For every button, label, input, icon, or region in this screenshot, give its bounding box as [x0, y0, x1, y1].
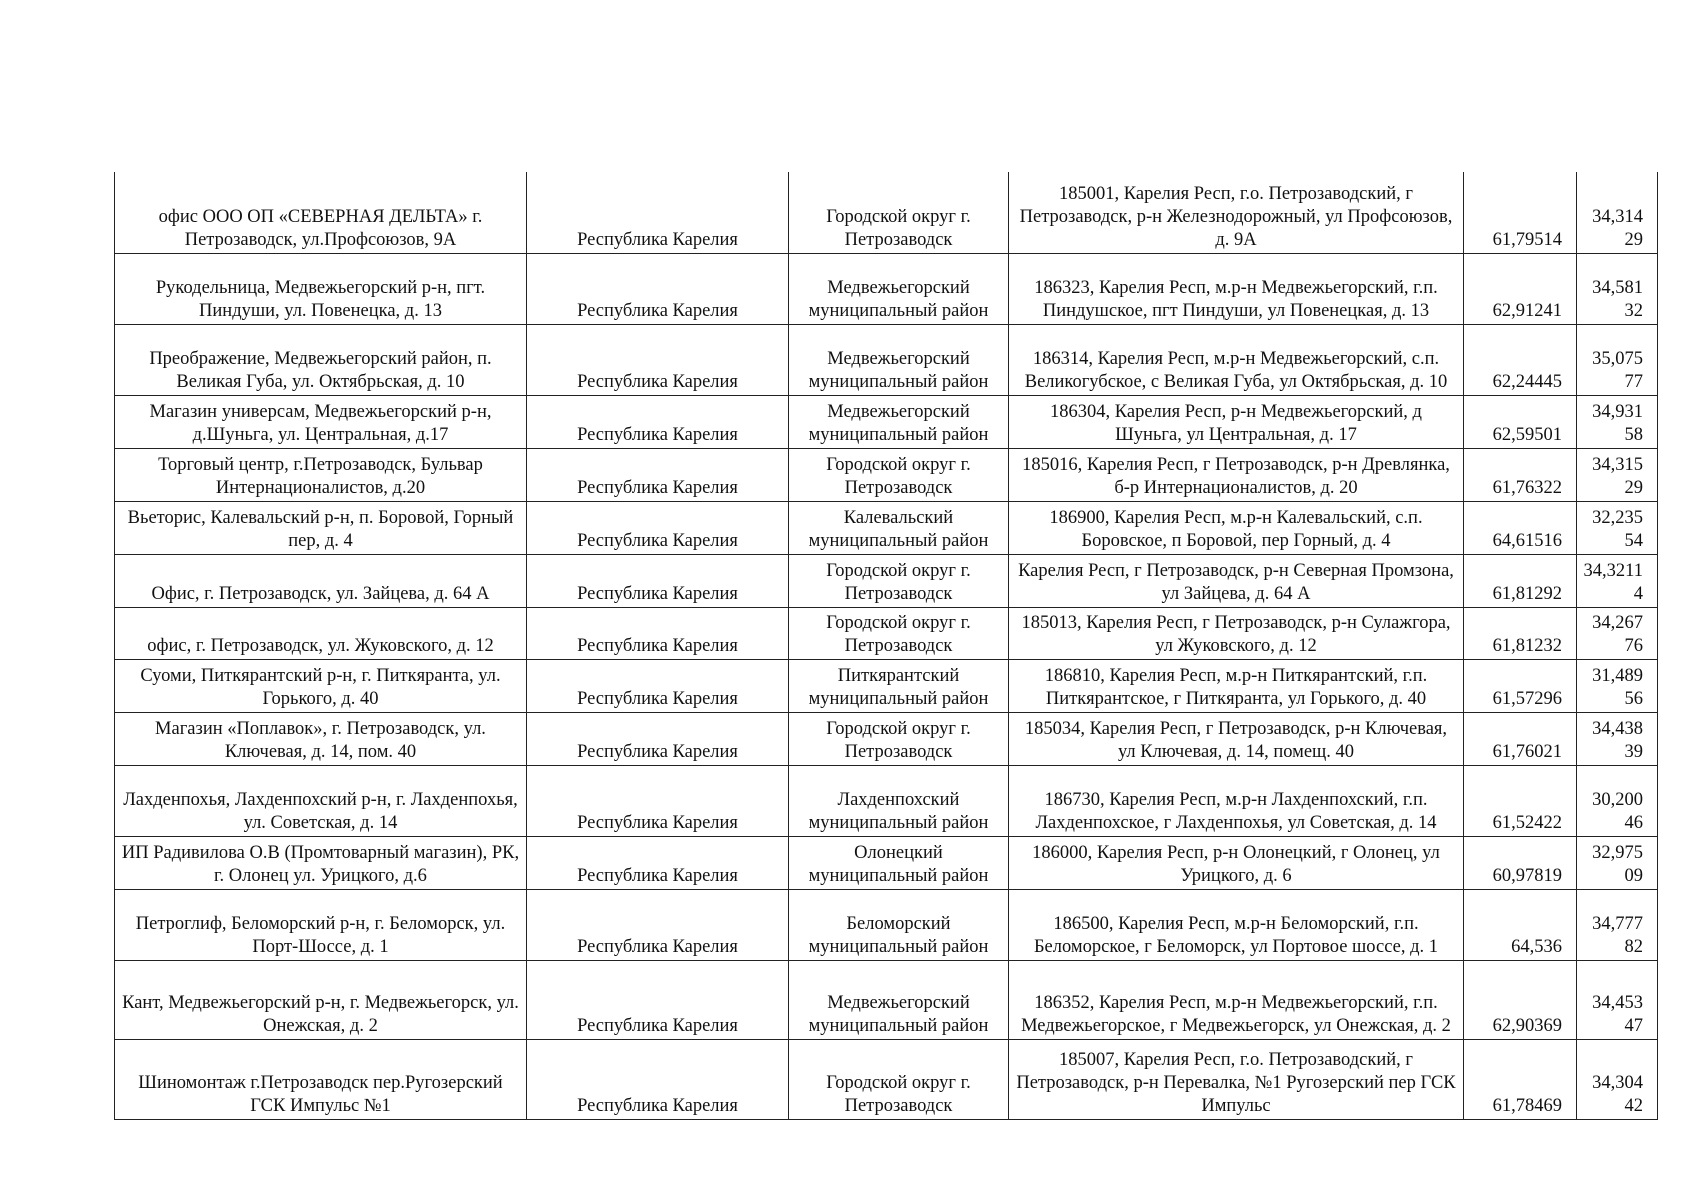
cell-latitude: 60,97819: [1464, 836, 1577, 889]
cell-district: Городской округ г. Петрозаводск: [789, 172, 1009, 253]
cell-region: Республика Карелия: [527, 607, 789, 659]
cell-region: Республика Карелия: [527, 501, 789, 554]
cell-longitude: 34,45347: [1577, 960, 1658, 1039]
cell-longitude: 34,30442: [1577, 1039, 1658, 1119]
cell-address: 185007, Карелия Респ, г.о. Петрозаводский, г Петрозаводск, р-н Перевалка, №1 Ругозерский пер ГСК Импульс: [1009, 1039, 1464, 1119]
cell-region: Республика Карелия: [527, 659, 789, 712]
table-row: [115, 960, 1658, 1039]
cell-region: Республика Карелия: [527, 1039, 789, 1119]
cell-name: Торговый центр, г.Петрозаводск, Бульвар Интернационалистов, д.20: [115, 448, 527, 501]
cell-region: Республика Карелия: [527, 960, 789, 1039]
cell-district: Городской округ г. Петрозаводск: [789, 1039, 1009, 1119]
table-row: [115, 659, 1658, 712]
cell-district: Беломорский муниципальный район: [789, 889, 1009, 960]
cell-latitude: 61,81292: [1464, 554, 1577, 607]
cell-address: 185016, Карелия Респ, г Петрозаводск, р-н Древлянка, б-р Интернационалистов, д. 20: [1009, 448, 1464, 501]
cell-name: офис ООО ОП «СЕВЕРНАЯ ДЕЛЬТА» г. Петрозаводск, ул.Профсоюзов, 9А: [115, 172, 527, 253]
cell-latitude: 61,78469: [1464, 1039, 1577, 1119]
table-row: [115, 836, 1658, 889]
cell-name: Преображение, Медвежьегорский район, п. Великая Губа, ул. Октябрьская, д. 10: [115, 324, 527, 395]
cell-latitude: 61,81232: [1464, 607, 1577, 659]
table-row: [115, 889, 1658, 960]
cell-latitude: 62,24445: [1464, 324, 1577, 395]
cell-district: Медвежьегорский муниципальный район: [789, 324, 1009, 395]
cell-longitude: 34,26776: [1577, 607, 1658, 659]
cell-address: 186352, Карелия Респ, м.р-н Медвежьегорский, г.п. Медвежьегорское, г Медвежьегорск, ул Онежская, д. 2: [1009, 960, 1464, 1039]
cell-region: Республика Карелия: [527, 172, 789, 253]
table-body: [115, 172, 1658, 1119]
cell-name: Магазин универсам, Медвежьегорский р-н, д.Шуньга, ул. Центральная, д.17: [115, 395, 527, 448]
cell-longitude: 34,93158: [1577, 395, 1658, 448]
cell-name: ИП Радивилова О.В (Промтоварный магазин), РК, г. Олонец ул. Урицкого, д.6: [115, 836, 527, 889]
cell-name: Петроглиф, Беломорский р-н, г. Беломорск, ул. Порт-Шоссе, д. 1: [115, 889, 527, 960]
table-row: [115, 501, 1658, 554]
table-row: [115, 1039, 1658, 1119]
cell-address: 186304, Карелия Респ, р-н Медвежьегорский, д Шуньга, ул Центральная, д. 17: [1009, 395, 1464, 448]
cell-latitude: 62,59501: [1464, 395, 1577, 448]
cell-name: Суоми, Питкярантский р-н, г. Питкяранта, ул. Горького, д. 40: [115, 659, 527, 712]
cell-name: Магазин «Поплавок», г. Петрозаводск, ул. Ключевая, д. 14, пом. 40: [115, 712, 527, 765]
cell-longitude: 34,32114: [1577, 554, 1658, 607]
cell-address: 186810, Карелия Респ, м.р-н Питкярантский, г.п. Питкярантское, г Питкяранта, ул Горького, д. 40: [1009, 659, 1464, 712]
cell-region: Республика Карелия: [527, 253, 789, 324]
cell-longitude: 31,48956: [1577, 659, 1658, 712]
cell-name: Шиномонтаж г.Петрозаводск пер.Ругозерский ГСК Импульс №1: [115, 1039, 527, 1119]
cell-region: Республика Карелия: [527, 836, 789, 889]
cell-latitude: 61,52422: [1464, 765, 1577, 836]
table-row: [115, 765, 1658, 836]
cell-district: Медвежьегорский муниципальный район: [789, 253, 1009, 324]
cell-region: Республика Карелия: [527, 448, 789, 501]
cell-district: Медвежьегорский муниципальный район: [789, 395, 1009, 448]
cell-longitude: 30,20046: [1577, 765, 1658, 836]
table-row: [115, 607, 1658, 659]
cell-longitude: 34,43839: [1577, 712, 1658, 765]
cell-longitude: 34,31429: [1577, 172, 1658, 253]
cell-latitude: 64,61516: [1464, 501, 1577, 554]
cell-name: Кант, Медвежьегорский р-н, г. Медвежьегорск, ул. Онежская, д. 2: [115, 960, 527, 1039]
locations-table-container: [114, 172, 1658, 1120]
cell-district: Калевальский муниципальный район: [789, 501, 1009, 554]
cell-latitude: 62,90369: [1464, 960, 1577, 1039]
cell-name: Рукодельница, Медвежьегорский р-н, пгт. Пиндуши, ул. Повенецка, д. 13: [115, 253, 527, 324]
table-row: [115, 253, 1658, 324]
cell-district: Лахденпохский муниципальный район: [789, 765, 1009, 836]
cell-address: 186000, Карелия Респ, р-н Олонецкий, г Олонец, ул Урицкого, д. 6: [1009, 836, 1464, 889]
cell-name: Лахденпохья, Лахденпохский р-н, г. Лахденпохья, ул. Советская, д. 14: [115, 765, 527, 836]
table-row: [115, 324, 1658, 395]
cell-district: Медвежьегорский муниципальный район: [789, 960, 1009, 1039]
cell-name: Офис, г. Петрозаводск, ул. Зайцева, д. 64 А: [115, 554, 527, 607]
cell-address: 186730, Карелия Респ, м.р-н Лахденпохский, г.п. Лахденпохское, г Лахденпохья, ул Советская, д. 14: [1009, 765, 1464, 836]
cell-district: Городской округ г. Петрозаводск: [789, 554, 1009, 607]
cell-address: 186323, Карелия Респ, м.р-н Медвежьегорский, г.п. Пиндушское, пгт Пиндуши, ул Повенецкая, д. 13: [1009, 253, 1464, 324]
cell-address: 185034, Карелия Респ, г Петрозаводск, р-н Ключевая, ул Ключевая, д. 14, помещ. 40: [1009, 712, 1464, 765]
table-row: [115, 172, 1658, 253]
cell-latitude: 61,79514: [1464, 172, 1577, 253]
cell-district: Олонецкий муниципальный район: [789, 836, 1009, 889]
cell-address: Карелия Респ, г Петрозаводск, р-н Северная Промзона, ул Зайцева, д. 64 А: [1009, 554, 1464, 607]
table-row: [115, 712, 1658, 765]
cell-name: Вьеторис, Калевальский р-н, п. Боровой, Горный пер, д. 4: [115, 501, 527, 554]
cell-longitude: 32,97509: [1577, 836, 1658, 889]
cell-region: Республика Карелия: [527, 395, 789, 448]
cell-latitude: 61,57296: [1464, 659, 1577, 712]
cell-address: 185013, Карелия Респ, г Петрозаводск, р-н Сулажгора, ул Жуковского, д. 12: [1009, 607, 1464, 659]
cell-address: 186900, Карелия Респ, м.р-н Калевальский, с.п. Боровское, п Боровой, пер Горный, д. 4: [1009, 501, 1464, 554]
cell-longitude: 34,58132: [1577, 253, 1658, 324]
cell-name: офис, г. Петрозаводск, ул. Жуковского, д. 12: [115, 607, 527, 659]
cell-region: Республика Карелия: [527, 554, 789, 607]
cell-longitude: 32,23554: [1577, 501, 1658, 554]
cell-latitude: 61,76021: [1464, 712, 1577, 765]
cell-latitude: 62,91241: [1464, 253, 1577, 324]
cell-region: Республика Карелия: [527, 889, 789, 960]
cell-longitude: 35,07577: [1577, 324, 1658, 395]
cell-longitude: 34,77782: [1577, 889, 1658, 960]
cell-latitude: 64,536: [1464, 889, 1577, 960]
cell-region: Республика Карелия: [527, 712, 789, 765]
cell-region: Республика Карелия: [527, 765, 789, 836]
locations-table: [114, 172, 1658, 1120]
cell-address: 186500, Карелия Респ, м.р-н Беломорский, г.п. Беломорское, г Беломорск, ул Портовое шоссе, д. 1: [1009, 889, 1464, 960]
cell-region: Республика Карелия: [527, 324, 789, 395]
cell-latitude: 61,76322: [1464, 448, 1577, 501]
cell-district: Городской округ г. Петрозаводск: [789, 712, 1009, 765]
table-row: [115, 554, 1658, 607]
cell-district: Городской округ г. Петрозаводск: [789, 607, 1009, 659]
cell-district: Питкярантский муниципальный район: [789, 659, 1009, 712]
cell-address: 186314, Карелия Респ, м.р-н Медвежьегорский, с.п. Великогубское, с Великая Губа, ул Октябрьская, д. 10: [1009, 324, 1464, 395]
cell-district: Городской округ г. Петрозаводск: [789, 448, 1009, 501]
table-row: [115, 448, 1658, 501]
table-row: [115, 395, 1658, 448]
cell-address: 185001, Карелия Респ, г.о. Петрозаводский, г Петрозаводск, р-н Железнодорожный, ул Профсоюзов, д. 9А: [1009, 172, 1464, 253]
cell-longitude: 34,31529: [1577, 448, 1658, 501]
